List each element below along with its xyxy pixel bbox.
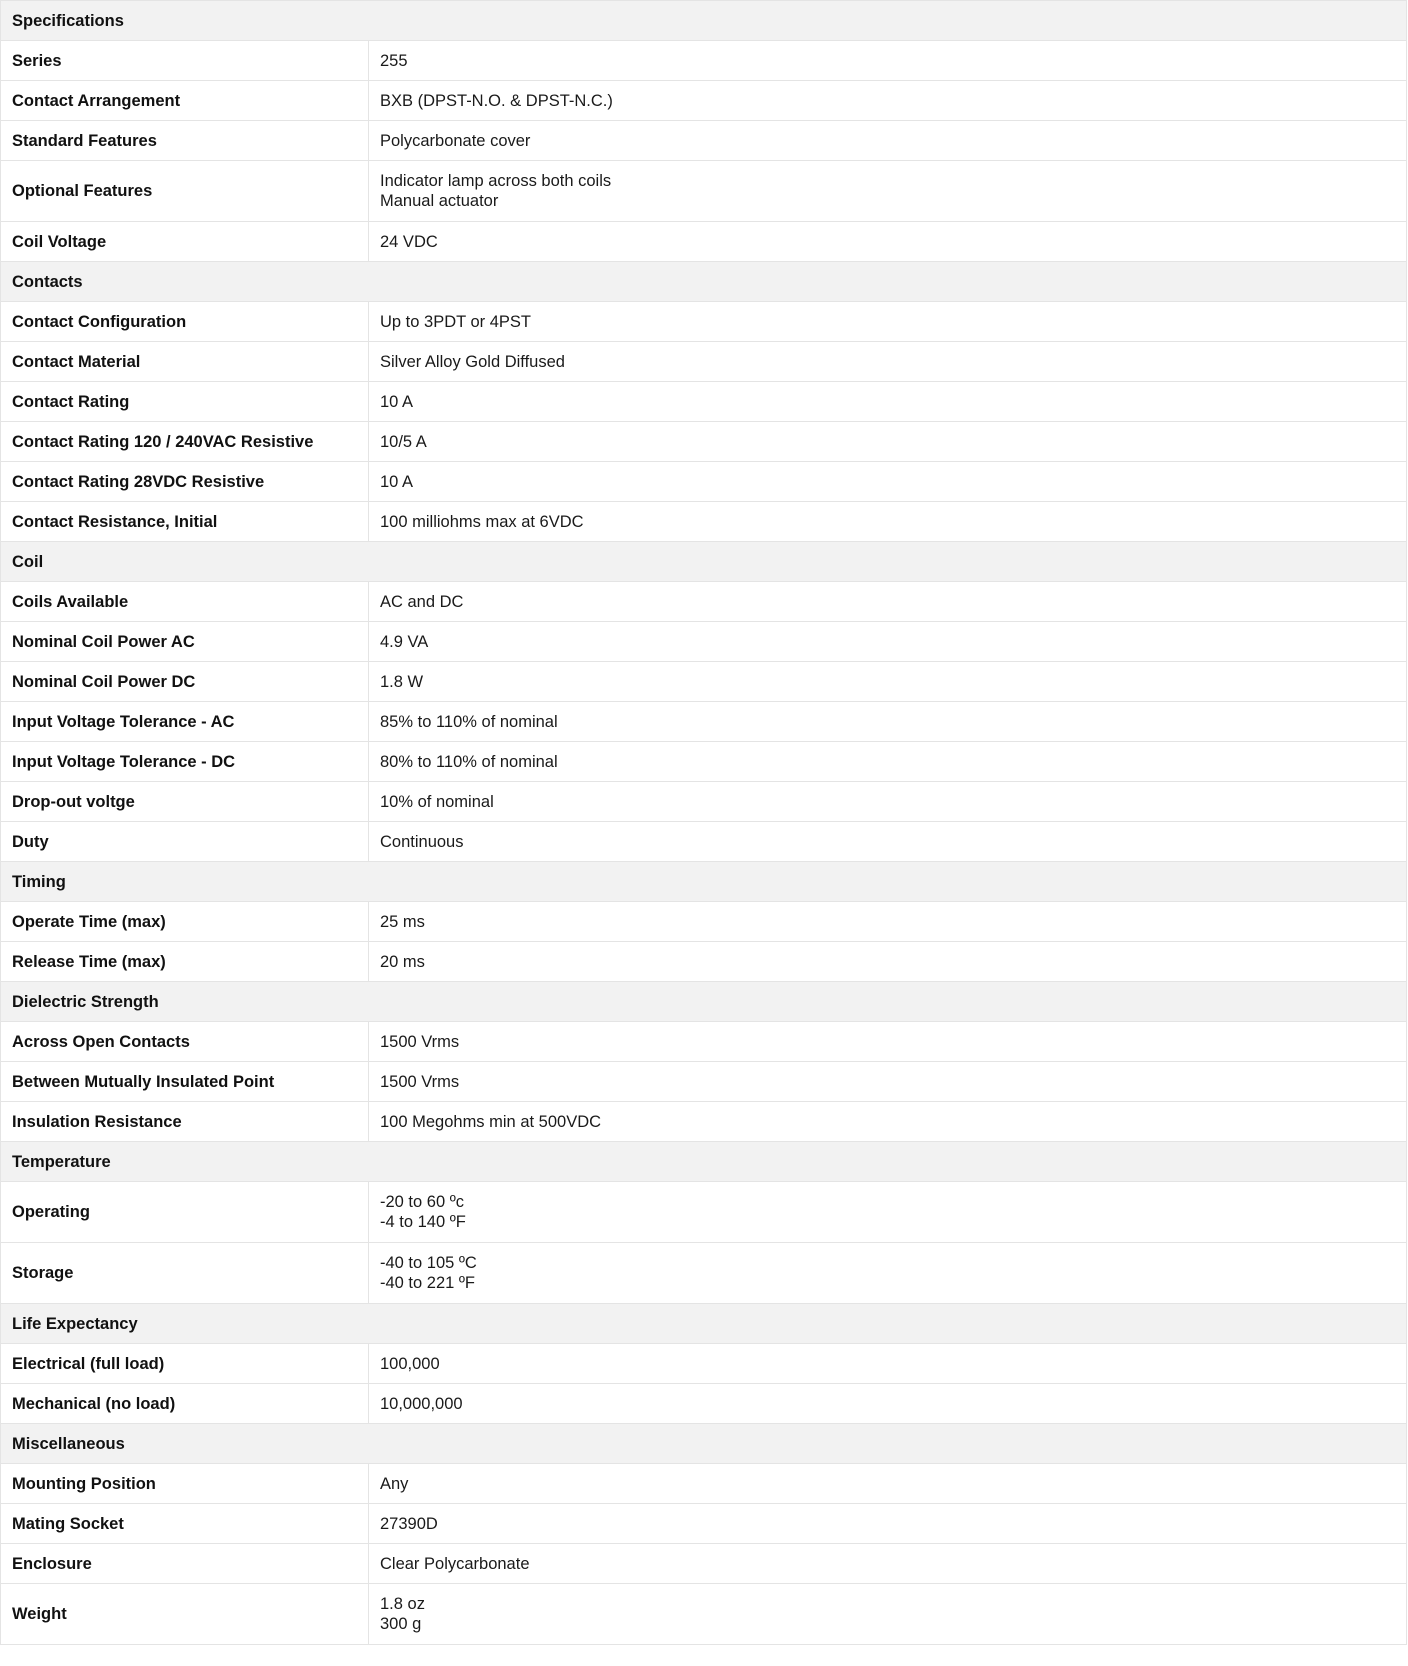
- spec-value: [369, 161, 1407, 222]
- table-row: [1, 1182, 1407, 1243]
- spec-value: [369, 121, 1407, 161]
- spec-value: [369, 582, 1407, 622]
- table-row: [1, 622, 1407, 662]
- spec-value: [369, 1022, 1407, 1062]
- spec-value: [369, 902, 1407, 942]
- table-row: [1, 161, 1407, 222]
- spec-value-line: BXB (DPST-N.O. & DPST-N.C.): [380, 91, 613, 110]
- table-row: [1, 1344, 1407, 1384]
- spec-value-line: 10 A: [380, 472, 414, 491]
- spec-value-line: -40 to 221 ºF: [380, 1274, 475, 1292]
- spec-value: [369, 422, 1407, 462]
- table-row: [1, 462, 1407, 502]
- spec-value-line: 10 A: [380, 392, 414, 411]
- spec-label: Input Voltage Tolerance - AC: [1, 702, 369, 742]
- section-title: Dielectric Strength: [1, 982, 1407, 1022]
- spec-value: [369, 822, 1407, 862]
- table-row: [1, 1464, 1407, 1504]
- spec-label: Contact Arrangement: [1, 81, 369, 121]
- table-row: [1, 1584, 1407, 1645]
- section-header-row: [1, 862, 1407, 902]
- spec-value-line: Continuous: [380, 832, 464, 851]
- spec-value-line: 1500 Vrms: [380, 1032, 460, 1051]
- spec-label: Coil Voltage: [1, 222, 369, 262]
- table-row: [1, 1384, 1407, 1424]
- spec-value: [369, 382, 1407, 422]
- spec-value-line: AC and DC: [380, 592, 464, 611]
- spec-label: Nominal Coil Power DC: [1, 662, 369, 702]
- spec-label: Between Mutually Insulated Point: [1, 1062, 369, 1102]
- spec-label: Insulation Resistance: [1, 1102, 369, 1142]
- section-title: Miscellaneous: [1, 1424, 1407, 1464]
- spec-value: [369, 342, 1407, 382]
- spec-label: Contact Configuration: [1, 302, 369, 342]
- spec-label: Mounting Position: [1, 1464, 369, 1504]
- spec-value-line: Clear Polycarbonate: [380, 1554, 530, 1573]
- spec-value-line: -40 to 105 ºC: [380, 1254, 477, 1272]
- spec-value: [369, 742, 1407, 782]
- section-title: Temperature: [1, 1142, 1407, 1182]
- spec-label: Storage: [1, 1243, 369, 1304]
- spec-label: Drop-out voltge: [1, 782, 369, 822]
- table-row: [1, 342, 1407, 382]
- spec-value: [369, 462, 1407, 502]
- spec-value-line: Indicator lamp across both coils: [380, 172, 612, 190]
- table-row: [1, 902, 1407, 942]
- spec-label: Duty: [1, 822, 369, 862]
- spec-value-line: 100,000: [380, 1354, 440, 1373]
- table-row: [1, 1504, 1407, 1544]
- spec-value: [369, 1464, 1407, 1504]
- spec-value: [369, 1243, 1407, 1304]
- section-title: Specifications: [1, 1, 1407, 41]
- spec-value-line: 4.9 VA: [380, 632, 429, 651]
- spec-value: [369, 662, 1407, 702]
- spec-label: Series: [1, 41, 369, 81]
- table-row: [1, 121, 1407, 161]
- spec-value: [369, 1584, 1407, 1645]
- spec-label: Nominal Coil Power AC: [1, 622, 369, 662]
- spec-value-line: 1500 Vrms: [380, 1072, 460, 1091]
- table-row: [1, 1022, 1407, 1062]
- spec-value: [369, 81, 1407, 121]
- spec-value-line: 27390D: [380, 1514, 438, 1533]
- spec-value-line: 10/5 A: [380, 432, 427, 451]
- spec-value-line: 300 g: [380, 1615, 422, 1633]
- spec-label: Across Open Contacts: [1, 1022, 369, 1062]
- spec-value-line: 10,000,000: [380, 1394, 463, 1413]
- table-row: [1, 1544, 1407, 1584]
- spec-label: Contact Rating: [1, 382, 369, 422]
- spec-value-line: 20 ms: [380, 952, 425, 971]
- spec-value-line: -20 to 60 ºc: [380, 1193, 464, 1211]
- spec-value-line: 1.8 oz: [380, 1595, 425, 1613]
- table-row: [1, 1243, 1407, 1304]
- table-row: [1, 782, 1407, 822]
- table-row: [1, 382, 1407, 422]
- spec-label: Input Voltage Tolerance - DC: [1, 742, 369, 782]
- section-header-row: [1, 1304, 1407, 1344]
- section-header-row: [1, 982, 1407, 1022]
- spec-value: [369, 1504, 1407, 1544]
- spec-label: Mating Socket: [1, 1504, 369, 1544]
- table-row: [1, 222, 1407, 262]
- spec-value-line: Polycarbonate cover: [380, 131, 531, 150]
- spec-label: Enclosure: [1, 1544, 369, 1584]
- spec-value-line: 100 milliohms max at 6VDC: [380, 512, 584, 531]
- spec-label: Contact Resistance, Initial: [1, 502, 369, 542]
- spec-value: [369, 1102, 1407, 1142]
- table-row: [1, 1062, 1407, 1102]
- section-header-row: [1, 1, 1407, 41]
- spec-label: Contact Material: [1, 342, 369, 382]
- spec-value-line: 24 VDC: [380, 232, 438, 251]
- spec-value-line: 100 Megohms min at 500VDC: [380, 1112, 602, 1131]
- spec-value: [369, 41, 1407, 81]
- section-title: Timing: [1, 862, 1407, 902]
- spec-value: [369, 942, 1407, 982]
- spec-value: [369, 302, 1407, 342]
- spec-value: [369, 622, 1407, 662]
- spec-value-line: Silver Alloy Gold Diffused: [380, 352, 565, 371]
- spec-value-line: 1.8 W: [380, 672, 424, 691]
- spec-value-line: 85% to 110% of nominal: [380, 712, 558, 731]
- section-header-row: [1, 1142, 1407, 1182]
- spec-label: Operate Time (max): [1, 902, 369, 942]
- spec-value-line: 25 ms: [380, 912, 425, 931]
- spec-label: Standard Features: [1, 121, 369, 161]
- section-header-row: [1, 1424, 1407, 1464]
- section-title: Coil: [1, 542, 1407, 582]
- table-row: [1, 1102, 1407, 1142]
- spec-value: [369, 502, 1407, 542]
- spec-label: Release Time (max): [1, 942, 369, 982]
- section-header-row: [1, 542, 1407, 582]
- spec-label: Coils Available: [1, 582, 369, 622]
- spec-label: Mechanical (no load): [1, 1384, 369, 1424]
- table-row: [1, 41, 1407, 81]
- table-row: [1, 662, 1407, 702]
- spec-label: Contact Rating 120 / 240VAC Resistive: [1, 422, 369, 462]
- table-row: [1, 942, 1407, 982]
- section-title: Life Expectancy: [1, 1304, 1407, 1344]
- spec-value: [369, 222, 1407, 262]
- table-row: [1, 582, 1407, 622]
- spec-label: Optional Features: [1, 161, 369, 222]
- spec-label: Operating: [1, 1182, 369, 1243]
- section-title: Contacts: [1, 262, 1407, 302]
- table-row: [1, 742, 1407, 782]
- table-row: [1, 81, 1407, 121]
- spec-label: Weight: [1, 1584, 369, 1645]
- spec-label: Contact Rating 28VDC Resistive: [1, 462, 369, 502]
- table-row: [1, 822, 1407, 862]
- spec-value-line: 10% of nominal: [380, 792, 494, 811]
- spec-value: [369, 1384, 1407, 1424]
- table-row: [1, 502, 1407, 542]
- spec-value-line: 80% to 110% of nominal: [380, 752, 558, 771]
- spec-value: [369, 702, 1407, 742]
- spec-value: [369, 1182, 1407, 1243]
- spec-label: Electrical (full load): [1, 1344, 369, 1384]
- table-row: [1, 302, 1407, 342]
- spec-value-line: Up to 3PDT or 4PST: [380, 312, 532, 331]
- spec-value-line: Any: [380, 1474, 409, 1493]
- spec-value: [369, 782, 1407, 822]
- section-header-row: [1, 262, 1407, 302]
- spec-value: [369, 1344, 1407, 1384]
- spec-value: [369, 1062, 1407, 1102]
- table-row: [1, 422, 1407, 462]
- spec-value-line: 255: [380, 51, 408, 70]
- spec-value-line: -4 to 140 ºF: [380, 1213, 466, 1231]
- spec-value: [369, 1544, 1407, 1584]
- spec-table-body: [1, 1, 1407, 1645]
- spec-value-line: Manual actuator: [380, 192, 499, 210]
- table-row: [1, 702, 1407, 742]
